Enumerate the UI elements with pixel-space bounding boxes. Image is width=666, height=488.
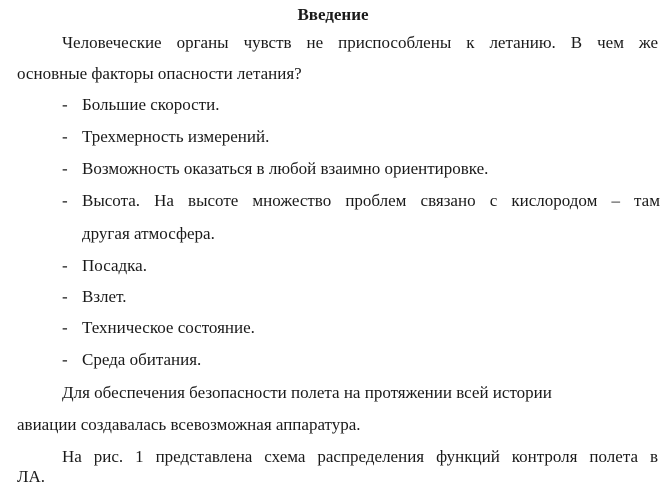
list-item-text: Посадка. xyxy=(82,256,147,275)
list-item-continuation: другая атмосфера. xyxy=(82,224,215,243)
list-dash: - xyxy=(62,127,68,146)
list-item-text: Среда обитания. xyxy=(82,350,202,369)
para2-line-2: авиации создавалась всевозможная аппаратура. xyxy=(17,415,361,434)
list-dash: - xyxy=(62,256,68,275)
intro-line-2: основные факторы опасности летания? xyxy=(17,64,302,83)
list-dash: - xyxy=(62,287,68,306)
list-dash: - xyxy=(62,350,68,369)
list-dash: - xyxy=(62,159,68,178)
list-dash: - xyxy=(62,95,68,114)
list-dash: - xyxy=(62,191,68,210)
list-item-text: Высота. На высоте множество проблем связано с кислородом – там xyxy=(82,191,660,210)
list-item-text: Взлет. xyxy=(82,287,127,306)
intro-line-1: Человеческие органы чувств не приспособлены к летанию. В чем же xyxy=(62,33,658,52)
para3-line-1: На рис. 1 представлена схема распределения функций контроля полета в xyxy=(62,447,658,466)
list-item-text: Техническое состояние. xyxy=(82,318,255,337)
list-item-text: Возможность оказаться в любой взаимно ориентировке. xyxy=(82,159,489,178)
para2-line-1: Для обеспечения безопасности полета на протяжении всей истории xyxy=(62,383,552,402)
list-item-text: Трехмерность измерений. xyxy=(82,127,270,146)
section-title: Введение xyxy=(297,5,369,24)
list-dash: - xyxy=(62,318,68,337)
para3-line-2: ЛА. xyxy=(17,467,46,486)
list-item-text: Большие скорости. xyxy=(82,95,220,114)
